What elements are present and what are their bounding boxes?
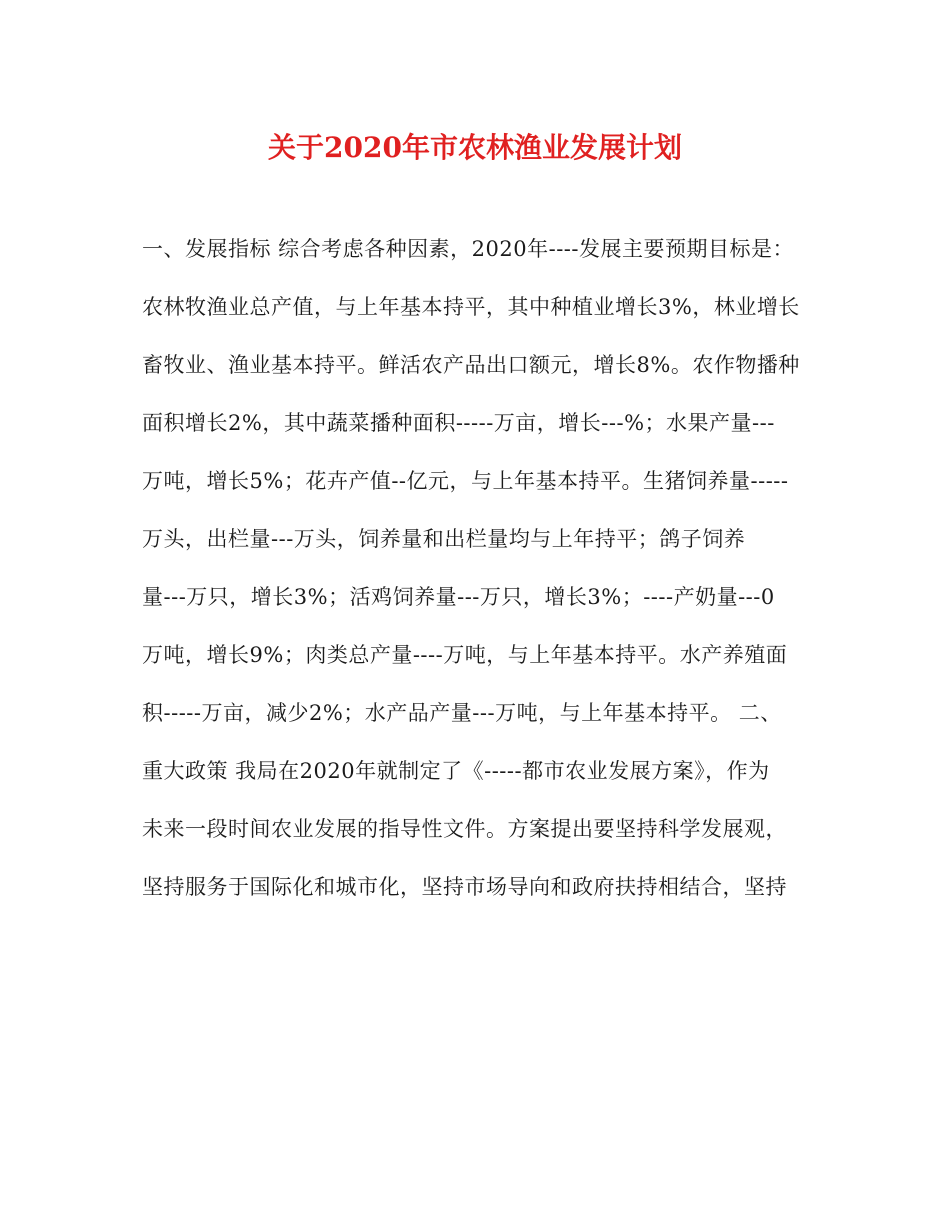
body-line: 积-----万亩，减少2%；水产品产量---万吨，与上年基本持平。 二、 xyxy=(142,701,782,725)
body-line: 一、发展指标 综合考虑各种因素，2020年----发展主要预期目标是： xyxy=(142,237,794,261)
body-line: 未来一段时间农业发展的指导性文件。方案提出要坚持科学发展观， xyxy=(142,817,787,841)
document-title: 关于2020年市农林渔业发展计划 xyxy=(268,131,682,164)
body-line: 万吨，增长9%；肉类总产量----万吨，与上年基本持平。水产养殖面 xyxy=(142,643,788,667)
body-line: 量---万只，增长3%；活鸡饲养量---万只，增长3%；----产奶量---0 xyxy=(142,585,775,609)
body-line: 面积增长2%，其中蔬菜播种面积-----万亩，增长---%；水果产量--- xyxy=(142,411,775,435)
body-line: 万头，出栏量---万头，饲养量和出栏量均与上年持平；鸽子饲养 xyxy=(142,527,746,551)
body-line: 坚持服务于国际化和城市化，坚持市场导向和政府扶持相结合，坚持 xyxy=(142,875,787,899)
body-line: 农林牧渔业总产值，与上年基本持平，其中种植业增长3%，林业增长 xyxy=(142,295,800,319)
body-line: 重大政策 我局在2020年就制定了《-----都市农业发展方案》，作为 xyxy=(142,759,770,783)
document-body xyxy=(142,228,822,924)
body-line: 畜牧业、渔业基本持平。鲜活农产品出口额元，增长8%。农作物播种 xyxy=(142,353,800,377)
body-line: 万吨，增长5%；花卉产值--亿元，与上年基本持平。生猪饲养量----- xyxy=(142,469,789,493)
